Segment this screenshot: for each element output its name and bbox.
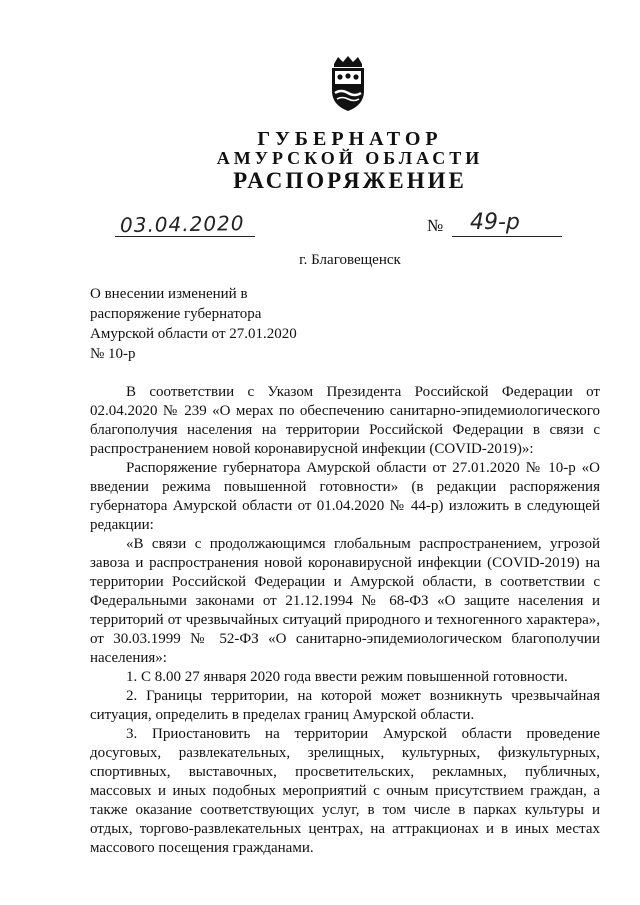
- subject-line: О внесении изменений в: [90, 286, 248, 302]
- org-title-line2: АМУРСКОЙ ОБЛАСТИ: [216, 148, 484, 168]
- body-paragraph: 2. Границы территории, на которой может возникнуть чрезвычайная ситуация, определить в пределах границ Амурской области.: [90, 688, 600, 723]
- body-paragraph: 1. С 8.00 27 января 2020 года ввести режим повышенной готовности.: [126, 669, 568, 685]
- body-paragraph: В соответствии с Указом Президента Российской Федерации от 02.04.2020 № 239 «О мерах по обеспечению санитарно-эпидемиологического благополучия населения на территории Российской Федерации в связи с распространением новой коронавирусной инфекции (COVID-2019)»:: [90, 384, 600, 457]
- number-sign: №: [427, 216, 444, 235]
- subject-line: Амурской области от 27.01.2020: [90, 326, 297, 342]
- body-paragraph: «В связи с продолжающимся глобальным распространением, угрозой завоза и распространения новой коронавирусной инфекции (COVID-2019) на территории Российской Федерации и Амурской области, в соответствии с Федеральными законами от 21.12.1994 № 68-ФЗ «О защите населения и территорий от чрезвычайных ситуаций природного и техногенного характера», от 30.03.1999 № 52-ФЗ «О санитарно-эпидемиологическом благополучии населения»:: [90, 536, 600, 666]
- document-body: [90, 383, 600, 858]
- org-title-line1: ГУБЕРНАТОР: [257, 128, 443, 150]
- document-subject: [90, 284, 350, 364]
- coat-of-arms-icon: [325, 55, 371, 113]
- date-underline: [115, 236, 255, 237]
- subject-line: распоряжение губернатора: [90, 306, 262, 322]
- body-paragraph: Распоряжение губернатора Амурской области от 27.01.2020 № 10-р «О введении режима повышенной готовности» (в редакции распоряжения губернатора Амурской области от 01.04.2020 № 44-р) изложить в следующей редакции:: [90, 460, 600, 533]
- document-type: РАСПОРЯЖЕНИЕ: [233, 168, 467, 193]
- number-underline: [452, 236, 562, 237]
- city-name: г. Благовещенск: [299, 252, 401, 268]
- document-number: 49-р: [470, 210, 520, 235]
- body-paragraph: 3. Приостановить на территории Амурской области проведение досуговых, развлекательных, зрелищных, культурных, физкультурных, спортивных, выставочных, просветительских, рекламных, публичных, массовых и иных подобных мероприятий с очным присутствием граждан, а также оказание соответствующих услуг, в том числе в парках культуры и отдых, торгово-развлекательных центрах, на аттракционах и в иных местах массового посещения гражданами.: [90, 726, 600, 856]
- document-date: 03.04.2020: [119, 211, 245, 238]
- subject-line: № 10-р: [90, 346, 136, 362]
